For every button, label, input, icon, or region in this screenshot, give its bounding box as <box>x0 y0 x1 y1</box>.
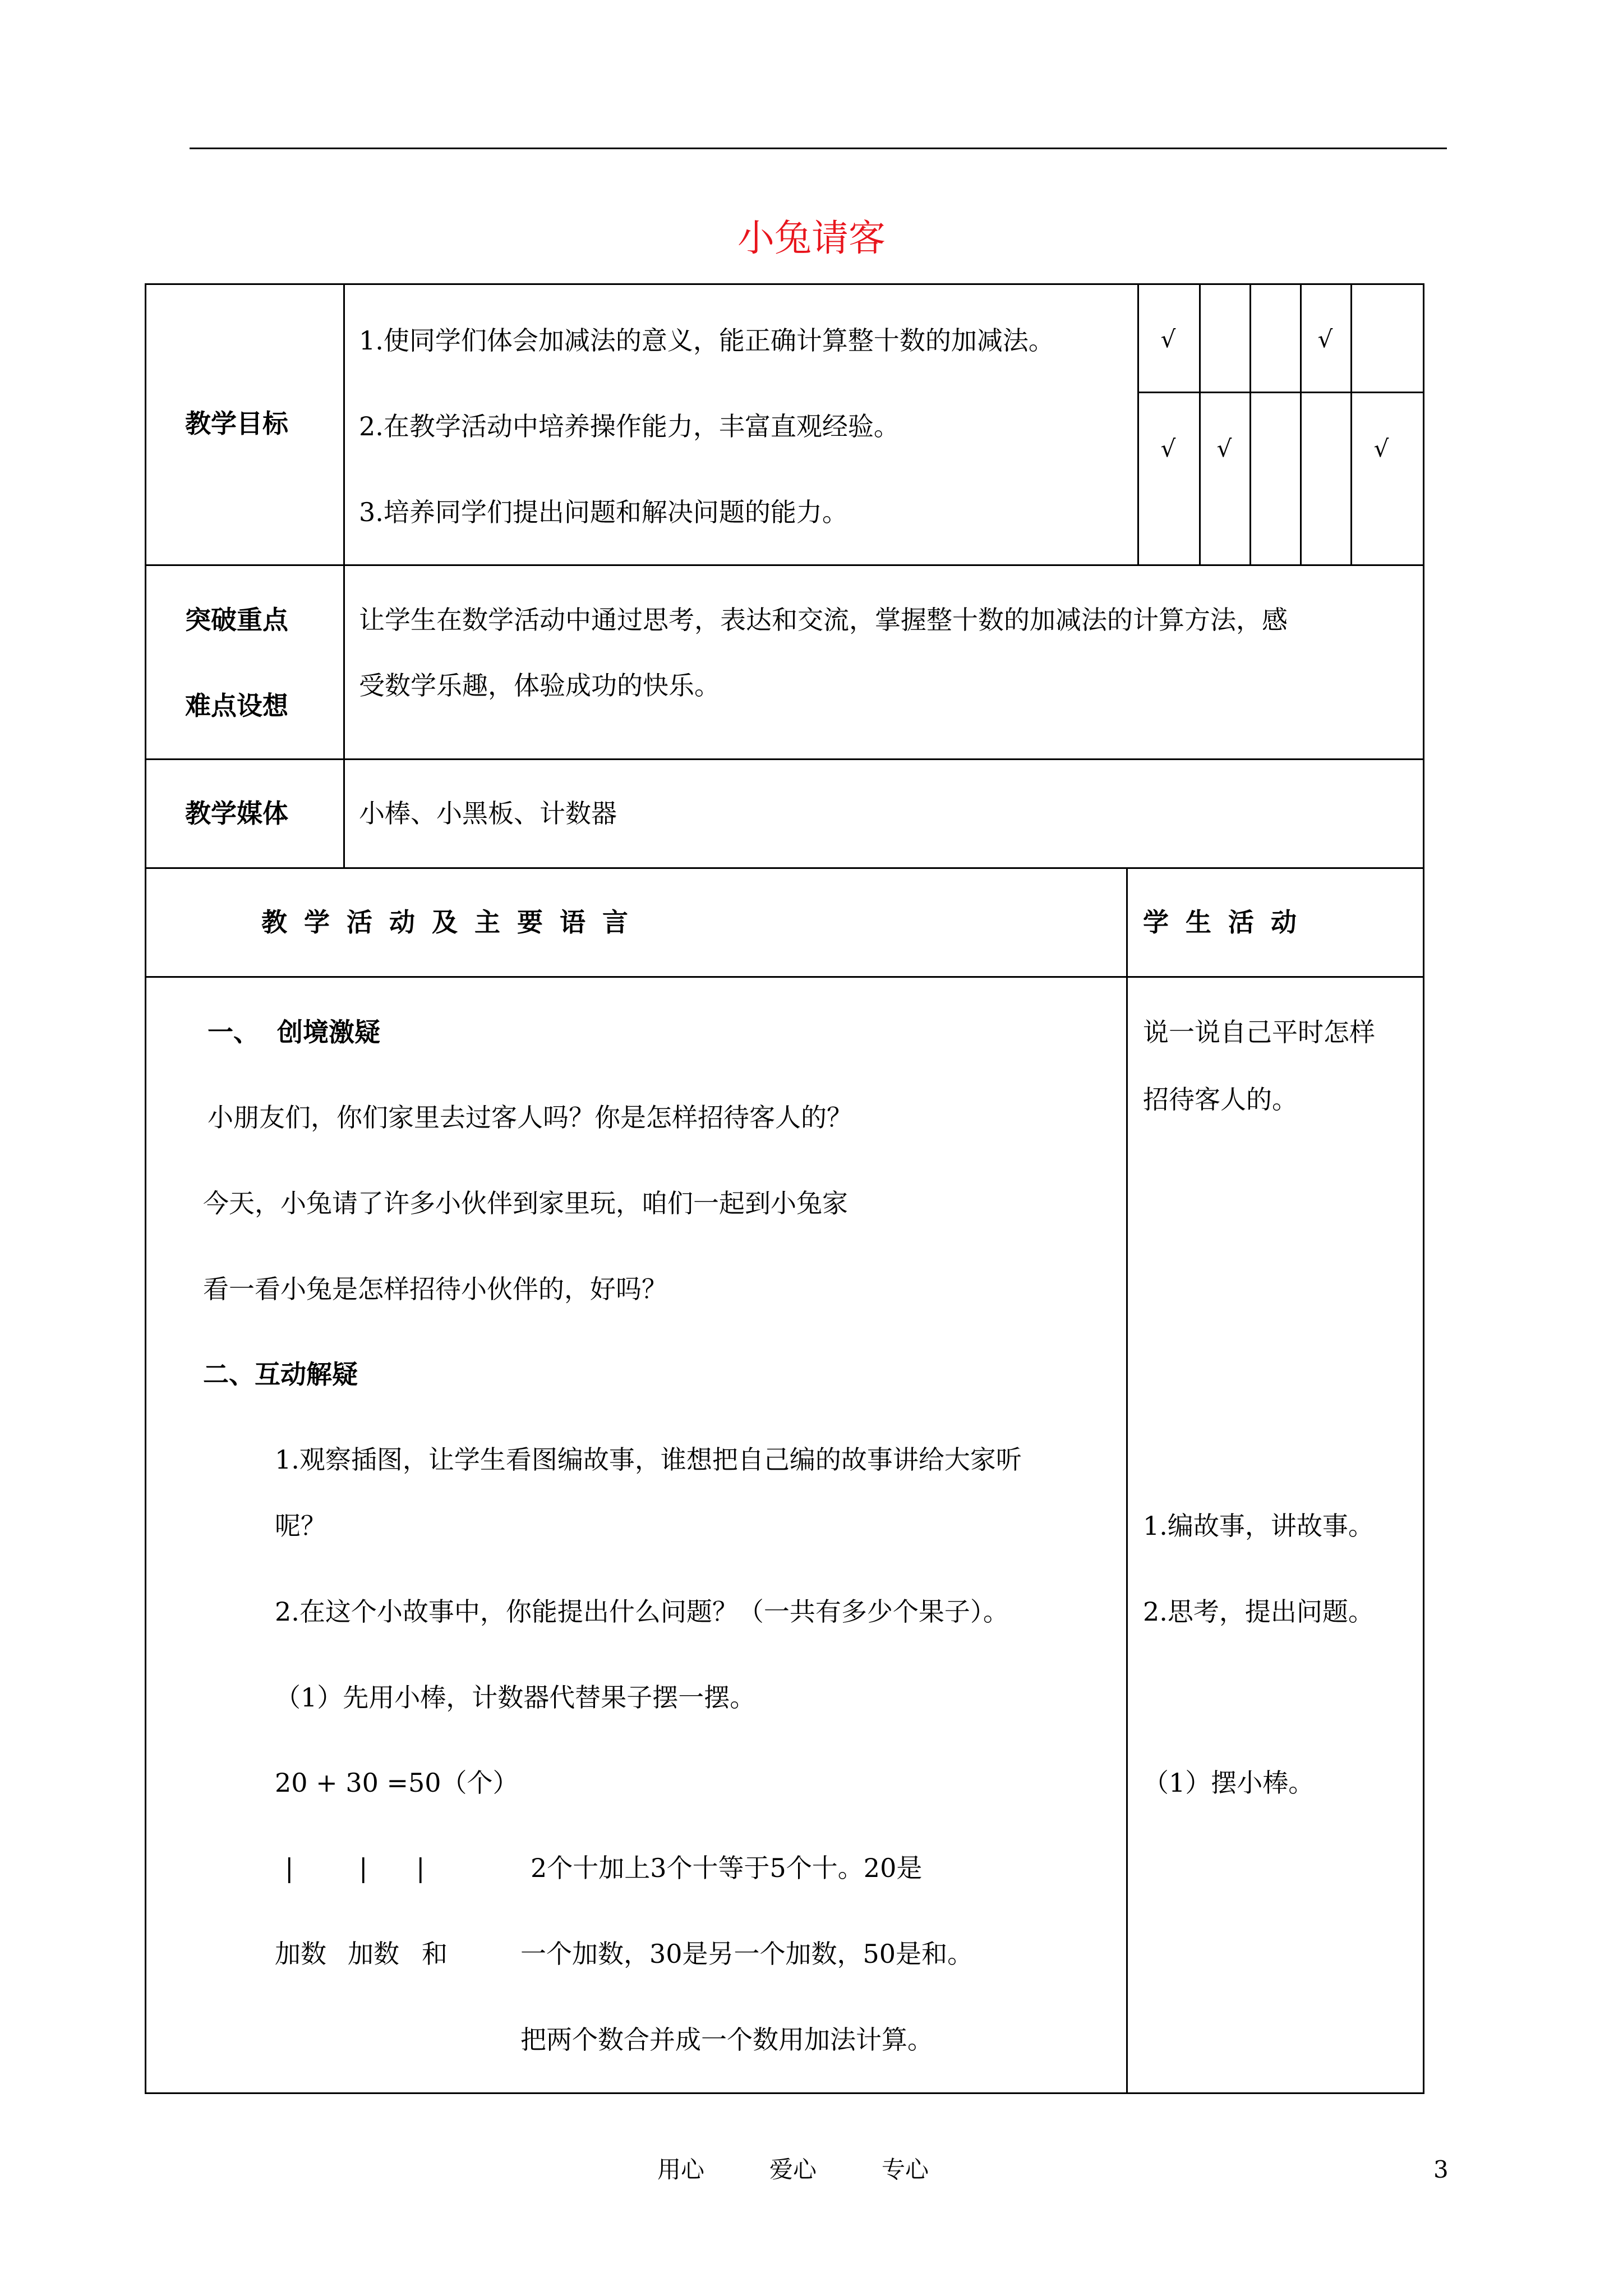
footer-motto: 专心 <box>882 2156 929 2183</box>
media-text: 小棒、小黑板、计数器 <box>359 798 617 829</box>
key-points-text: 受数学乐趣，体验成功的快乐。 <box>359 670 720 701</box>
term-label: 和 <box>422 1939 448 1969</box>
goal-mark: √ <box>1373 435 1389 462</box>
activity-column-divider <box>1126 867 1128 2094</box>
key-points-text: 让学生在数学活动中通过思考，表达和交流，掌握整十数的加减法的计算方法，感 <box>359 605 1288 635</box>
student-activity: 2.思考，提出问题。 <box>1143 1596 1374 1627</box>
goal-item: 1.使同学们体会加减法的意义，能正确计算整十数的加减法。 <box>359 325 1054 356</box>
footer-motto: 用心 <box>657 2156 705 2183</box>
row-divider-3 <box>145 867 1424 869</box>
activity-line: 一个加数，30是另一个加数，50是和。 <box>520 1939 974 1969</box>
activity-line: 今天，小兔请了许多小伙伴到家里玩，咱们一起到小兔家 <box>203 1188 848 1218</box>
equation-bar: | <box>416 1853 425 1883</box>
marks-divider <box>1137 392 1424 393</box>
section-title: 一、 创境激疑 <box>208 1017 381 1047</box>
media-label: 教学媒体 <box>185 798 288 829</box>
goal-mark: √ <box>1216 435 1232 462</box>
goals-label: 教学目标 <box>185 408 288 439</box>
term-label: 加数 <box>275 1939 326 1969</box>
activity-line: 把两个数合并成一个数用加法计算。 <box>520 2024 933 2055</box>
key-points-label: 突破重点 <box>185 605 288 635</box>
activity-line: 小朋友们，你们家里去过客人吗？你是怎样招待客人的？ <box>208 1102 852 1133</box>
activity-line: 呢？ <box>275 1511 326 1541</box>
goal-mark: √ <box>1160 435 1176 462</box>
goal-item: 2.在教学活动中培养操作能力，丰富直观经验。 <box>359 411 900 441</box>
activity-header-right: 学生活动 <box>1143 907 1313 937</box>
student-activity: （1）摆小棒。 <box>1143 1768 1315 1798</box>
marks-col-line-3 <box>1249 283 1251 566</box>
activity-line: 看一看小兔是怎样招待小伙伴的，好吗？ <box>203 1274 667 1304</box>
activity-header-left: 教学活动及主要语言 <box>261 907 645 937</box>
activity-line: 2.在这个小故事中，你能提出什么问题？（一共有多少个果子）。 <box>275 1596 1009 1627</box>
row-divider-4 <box>145 976 1424 978</box>
section-title: 二、互动解疑 <box>203 1359 358 1389</box>
equation-bar: | <box>359 1853 368 1883</box>
student-activity: 招待客人的。 <box>1143 1084 1298 1115</box>
table-border-right <box>1423 283 1424 2094</box>
student-activity: 说一说自己平时怎样 <box>1143 1017 1375 1047</box>
goal-item: 3.培养同学们提出问题和解决问题的能力。 <box>359 497 848 527</box>
key-points-label: 难点设想 <box>185 691 288 721</box>
goal-mark: √ <box>1317 325 1333 353</box>
goal-mark: √ <box>1160 325 1176 353</box>
activity-line: 1.观察插图，让学生看图编故事，谁想把自己编的故事讲给大家听 <box>275 1444 1022 1475</box>
activity-line: （1）先用小棒，计数器代替果子摆一摆。 <box>275 1682 756 1713</box>
student-activity: 1.编故事，讲故事。 <box>1143 1511 1374 1541</box>
table-border-top <box>145 283 1424 285</box>
table-border-bottom <box>145 2092 1424 2094</box>
row-divider-1 <box>145 564 1424 566</box>
marks-col-line-1 <box>1137 283 1139 566</box>
header-rule <box>190 148 1447 149</box>
marks-col-line-5 <box>1350 283 1352 566</box>
label-column-divider <box>343 283 345 869</box>
marks-col-line-4 <box>1300 283 1302 566</box>
activity-line: 2个十加上3个十等于5个十。20是 <box>531 1853 923 1883</box>
equation: 20 + 30 =50（个） <box>275 1768 519 1798</box>
equation-bar: | <box>285 1853 294 1883</box>
term-label: 加数 <box>348 1939 399 1969</box>
footer-motto: 爱心 <box>769 2156 817 2183</box>
marks-col-line-2 <box>1199 283 1201 566</box>
table-border-left <box>145 283 146 2094</box>
page-title: 小兔请客 <box>737 217 886 260</box>
page-number: 3 <box>1433 2156 1449 2183</box>
row-divider-2 <box>145 758 1424 760</box>
